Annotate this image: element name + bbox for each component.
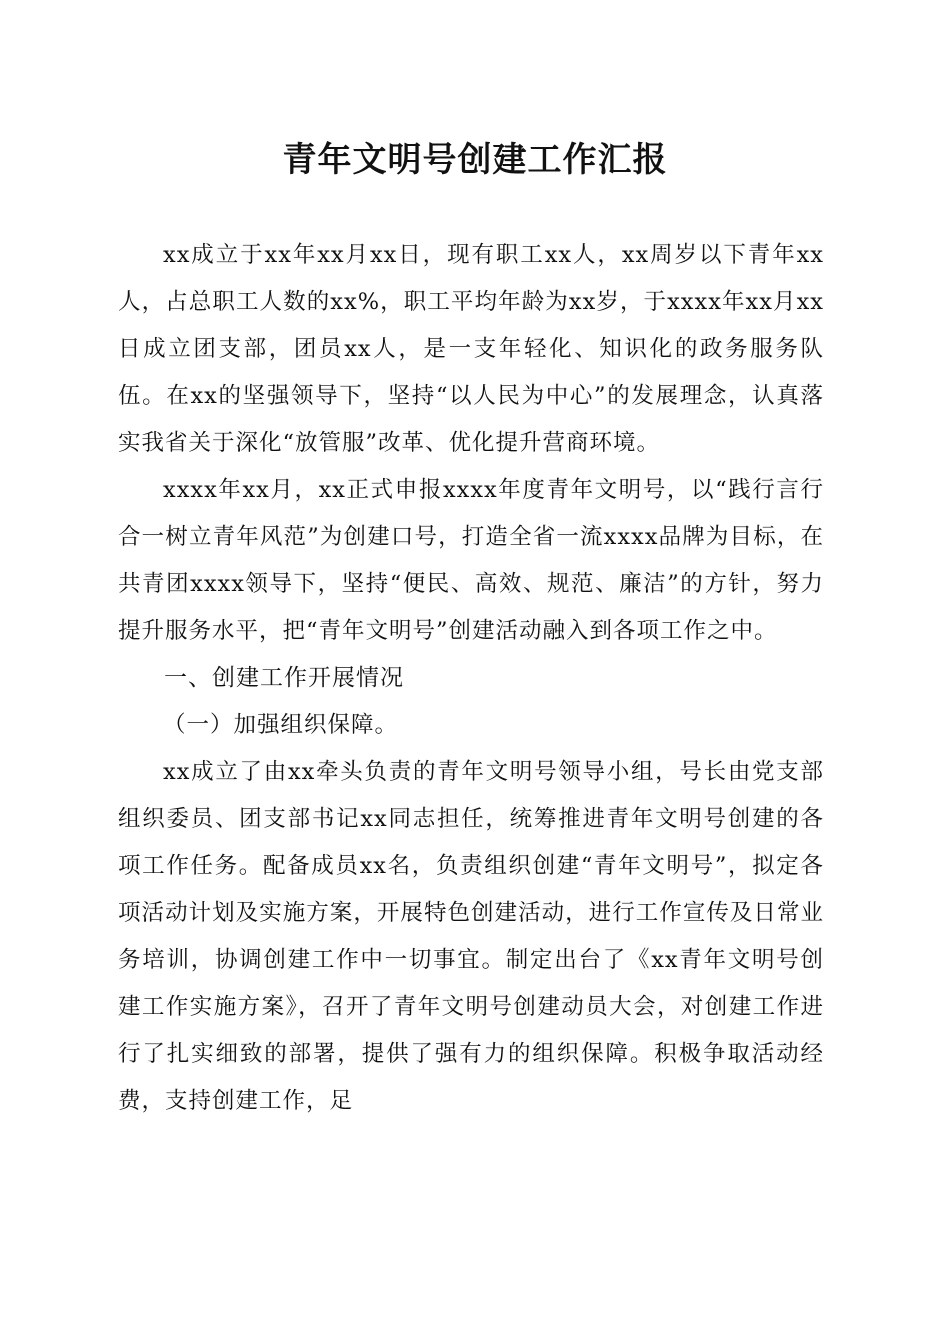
intro-paragraph-2: xxxx年xx月，xx正式申报xxxx年度青年文明号，以“践行言行合一树立青年风范”为创建口号，打造全省一流xxxx品牌为目标，在共青团xxxx领导下，坚持“便民、高效、规范、廉洁”的方针，努力提升服务水平，把“青年文明号”创建活动融入到各项工作之中。	[118, 477, 824, 644]
subsection-heading: （一）加强组织保障。	[163, 712, 399, 738]
subsection-paragraph: xx成立了由xx牵头负责的青年文明号领导小组，号长由党支部组织委员、团支部书记xx同志担任，统筹推进青年文明号创建的各项工作任务。配备成员xx名，负责组织创建“青年文明号”，拟定各项活动计划及实施方案，开展特色创建活动，进行工作宣传及日常业务培训，协调创建工作中一切事宜。制定出台了《xx青年文明号创建工作实施方案》，召开了青年文明号创建动员大会，对创建工作进行了扎实细致的部署，提供了强有力的组织保障。积极争取活动经费，支持创建工作，足	[118, 759, 824, 1114]
document-title: 青年文明号创建工作汇报	[282, 140, 668, 180]
section-heading: 一、创建工作开展情况	[164, 665, 404, 691]
intro-paragraph-1: xx成立于xx年xx月xx日，现有职工xx人，xx周岁以下青年xx人，占总职工人数的xx%，职工平均年龄为xx岁，于xxxx年xx月xx日成立团支部，团员xx人，是一支年轻化、知识化的政务服务队伍。在xx的坚强领导下，坚持“以人民为中心”的发展理念，认真落实我省关于深化“放管服”改革、优化提升营商环境。	[118, 242, 824, 456]
document-body	[118, 232, 824, 1125]
